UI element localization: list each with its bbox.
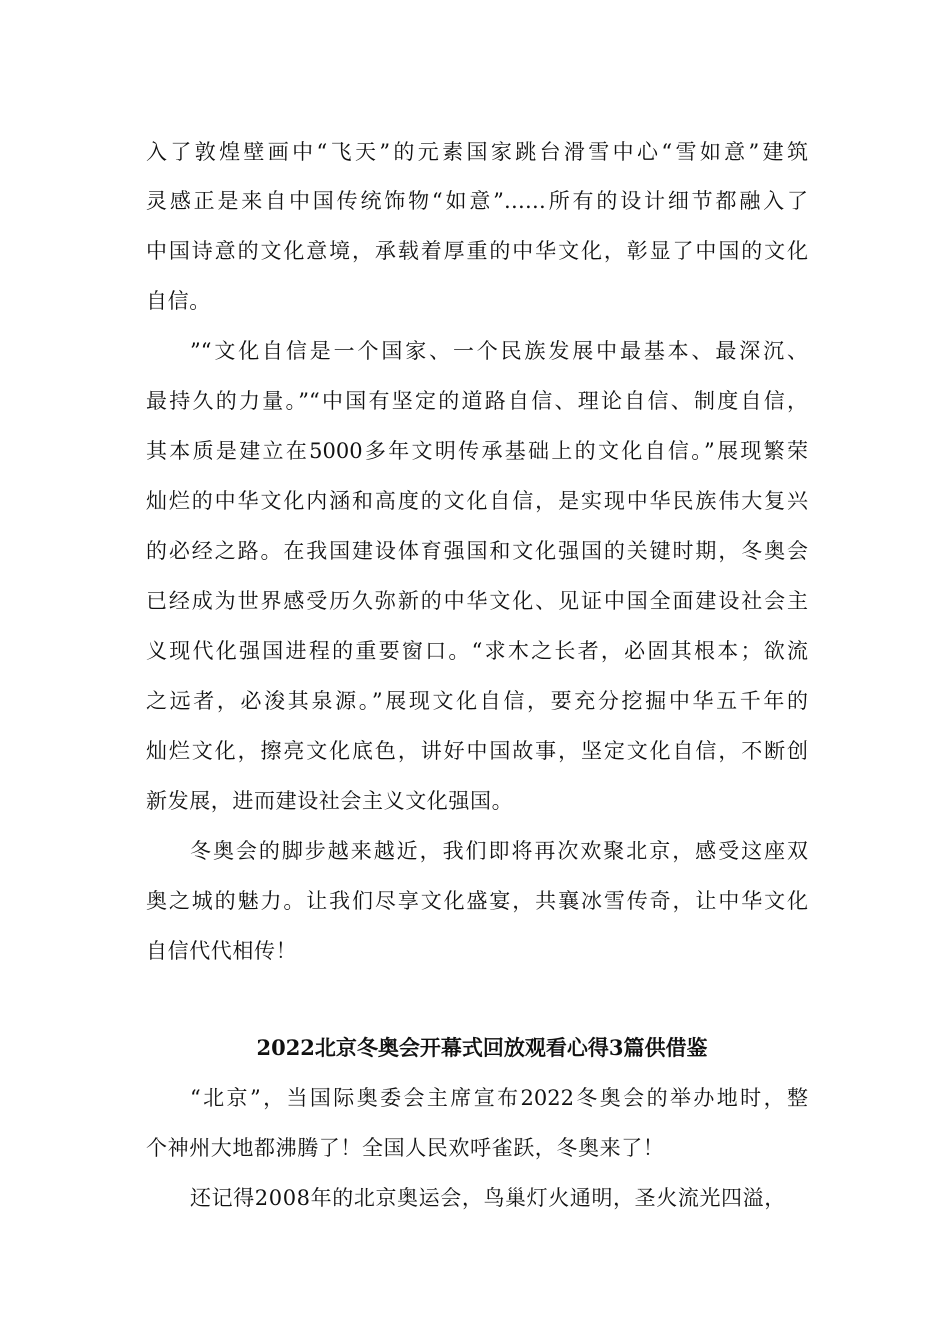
paragraph-line: 个神州大地都沸腾了！全国人民欢呼雀跃，冬奥来了！ [146, 1136, 665, 1160]
paragraph-line: 灵感正是来自中国传统饰物“如意”……所有的设计细节都融入了 [146, 189, 808, 213]
paragraph-line: 入了敦煌壁画中“飞天”的元素国家跳台滑雪中心“雪如意”建筑 [146, 140, 808, 164]
paragraph-line: 中国诗意的文化意境，承载着厚重的中华文化，彰显了中国的文化 [146, 239, 808, 263]
paragraph-line: 之远者，必浚其泉源。”展现文化自信，要充分挖掘中华五千年的 [146, 689, 808, 713]
paragraph-line: 自信。 [146, 289, 211, 313]
paragraph-line: 还记得2008年的北京奥运会，鸟巢灯火通明，圣火流光四溢， [190, 1186, 786, 1210]
paragraph-line: 奥之城的魅力。让我们尽享文化盛宴，共襄冰雪传奇，让中华文化 [146, 889, 808, 913]
paragraph-line: 新发展，进而建设社会主义文化强国。 [146, 789, 514, 813]
paragraph-line: 义现代化强国进程的重要窗口。“求木之长者，必固其根本；欲流 [146, 639, 808, 663]
paragraph-line: 自信代代相传！ [146, 939, 298, 963]
section-heading: 2022北京冬奥会开幕式回放观看心得3篇供借鉴 [256, 1035, 708, 1060]
paragraph-line: 冬奥会的脚步越来越近，我们即将再次欢聚北京，感受这座双 [190, 839, 808, 863]
paragraph-line: ”“文化自信是一个国家、一个民族发展中最基本、最深沉、 [190, 339, 808, 363]
paragraph-line: 的必经之路。在我国建设体育强国和文化强国的关键时期，冬奥会 [146, 539, 808, 563]
paragraph-line: 最持久的力量。”“中国有坚定的道路自信、理论自信、制度自信， [146, 389, 808, 413]
paragraph-line: 灿烂文化，擦亮文化底色，讲好中国故事，坚定文化自信，不断创 [146, 739, 808, 763]
paragraph-line: “北京”，当国际奥委会主席宣布2022冬奥会的举办地时，整 [190, 1086, 808, 1110]
paragraph-line: 灿烂的中华文化内涵和高度的文化自信，是实现中华民族伟大复兴 [146, 489, 808, 513]
paragraph-line: 其本质是建立在5000多年文明传承基础上的文化自信。”展现繁荣 [146, 439, 808, 463]
paragraph-line: 已经成为世界感受历久弥新的中华文化、见证中国全面建设社会主 [146, 589, 808, 613]
